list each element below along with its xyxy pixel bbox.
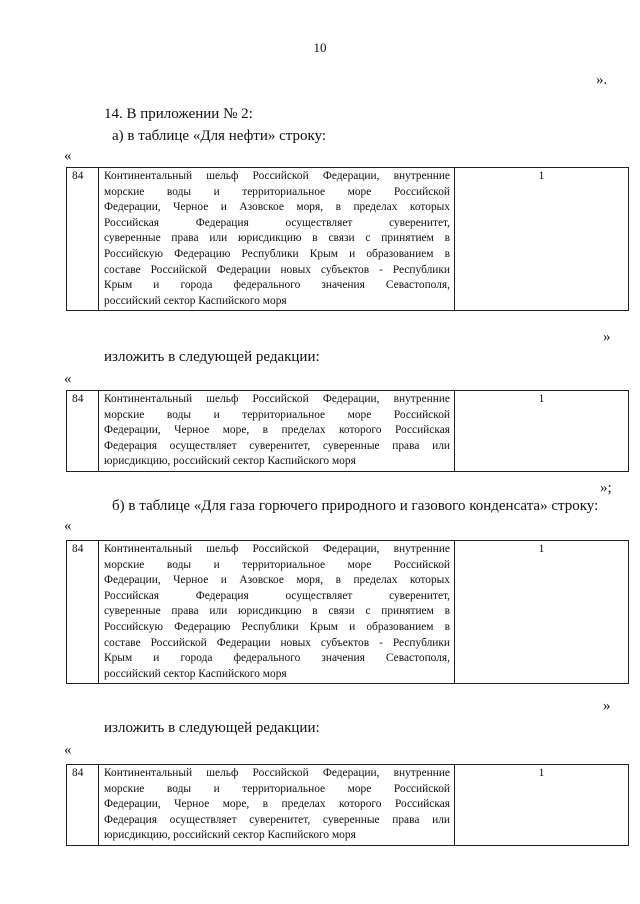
row-number-cell: 84 xyxy=(67,391,99,472)
replace-phrase: изложить в следующей редакции: xyxy=(104,349,320,365)
replace-phrase: изложить в следующей редакции: xyxy=(104,720,320,736)
item-a-intro: а) в таблице «Для нефти» строку: xyxy=(112,128,327,144)
text-line: морские воды и территориальное море Российской xyxy=(104,558,450,571)
text-line: Российская Федерация осуществляет суверенитет, xyxy=(104,216,450,229)
text-line: Федерации, Черное море, в пределах которого Российская xyxy=(104,424,450,437)
text-line: Федерации, Черное море, в пределах которого Российская xyxy=(104,798,450,811)
text-line: составе Российской Федерации новых субъектов - Республики xyxy=(104,263,450,276)
text-line: российский сектор Каспийского моря xyxy=(104,667,287,680)
territory-description-cell xyxy=(99,541,455,684)
text-line: Континентальный шельф Российской Федерации, внутренние xyxy=(104,170,450,182)
item-b-intro: б) в таблице «Для газа горючего природного и газового конденсата» строку: xyxy=(112,498,599,514)
row-number-cell: 84 xyxy=(67,541,99,684)
text-line: Российскую Федерацию Республики Крым и образованием в xyxy=(104,247,450,260)
text-line: Крым и города федерального значения Севастополя, xyxy=(104,652,450,665)
text-line: Российскую Федерацию Республики Крым и образованием в xyxy=(104,620,450,633)
text-line: Континентальный шельф Российской Федерации, внутренние xyxy=(104,393,450,405)
text-line: российский сектор Каспийского моря xyxy=(104,294,287,307)
value-cell: 1 xyxy=(455,765,629,846)
territory-description-cell xyxy=(99,168,455,311)
text-line: юрисдикцию, российский сектор Каспийского моря xyxy=(104,455,356,468)
text-line: Федерация осуществляет суверенитет, суверенные права или xyxy=(104,813,450,826)
previous-closing-quote: ». xyxy=(596,72,608,88)
text-line: Континентальный шельф Российской Федерации, внутренние xyxy=(104,543,450,555)
open-quote: « xyxy=(64,742,72,758)
amendment-table-oil-new xyxy=(66,390,629,472)
row-number-cell: 84 xyxy=(67,168,99,311)
row-number-cell: 84 xyxy=(67,765,99,846)
text-line: морские воды и территориальное море Российской xyxy=(104,185,450,198)
table-row xyxy=(67,168,629,311)
text-line: суверенные права или юрисдикцию в связи с принятием в xyxy=(104,232,450,245)
value-cell: 1 xyxy=(455,541,629,684)
open-quote: « xyxy=(64,371,72,387)
table-row xyxy=(67,391,629,472)
value-cell: 1 xyxy=(455,168,629,311)
text-line: морские воды и территориальное море Российской xyxy=(104,408,450,421)
page-number: 10 xyxy=(313,40,327,55)
amendment-table-gas-new xyxy=(66,764,629,846)
table-row xyxy=(67,541,629,684)
value-cell: 1 xyxy=(455,391,629,472)
open-quote: « xyxy=(64,518,72,534)
close-quote-semicolon: »; xyxy=(600,480,612,496)
text-line: суверенные права или юрисдикцию в связи с принятием в xyxy=(104,605,450,618)
open-quote: « xyxy=(64,148,72,164)
close-quote: » xyxy=(603,698,611,714)
text-line: Крым и города федерального значения Севастополя, xyxy=(104,279,450,292)
amendment-table-oil-old xyxy=(66,167,629,311)
text-line: морские воды и территориальное море Российской xyxy=(104,782,450,795)
table-row xyxy=(67,765,629,846)
territory-description-cell xyxy=(99,391,455,472)
text-line: Российская Федерация осуществляет суверенитет, xyxy=(104,589,450,602)
text-line: Федерация осуществляет суверенитет, суверенные права или xyxy=(104,439,450,452)
text-line: составе Российской Федерации новых субъектов - Республики xyxy=(104,636,450,649)
section-heading: 14. В приложении № 2: xyxy=(104,106,253,122)
text-line: Континентальный шельф Российской Федерации, внутренние xyxy=(104,767,450,779)
text-line: Федерации, Черное и Азовское моря, в пределах которых xyxy=(104,201,450,214)
territory-description-cell xyxy=(99,765,455,846)
amendment-table-gas-old xyxy=(66,540,629,684)
text-line: юрисдикцию, российский сектор Каспийского моря xyxy=(104,829,356,842)
text-line: Федерации, Черное и Азовское моря, в пределах которых xyxy=(104,574,450,587)
close-quote: » xyxy=(603,329,611,345)
